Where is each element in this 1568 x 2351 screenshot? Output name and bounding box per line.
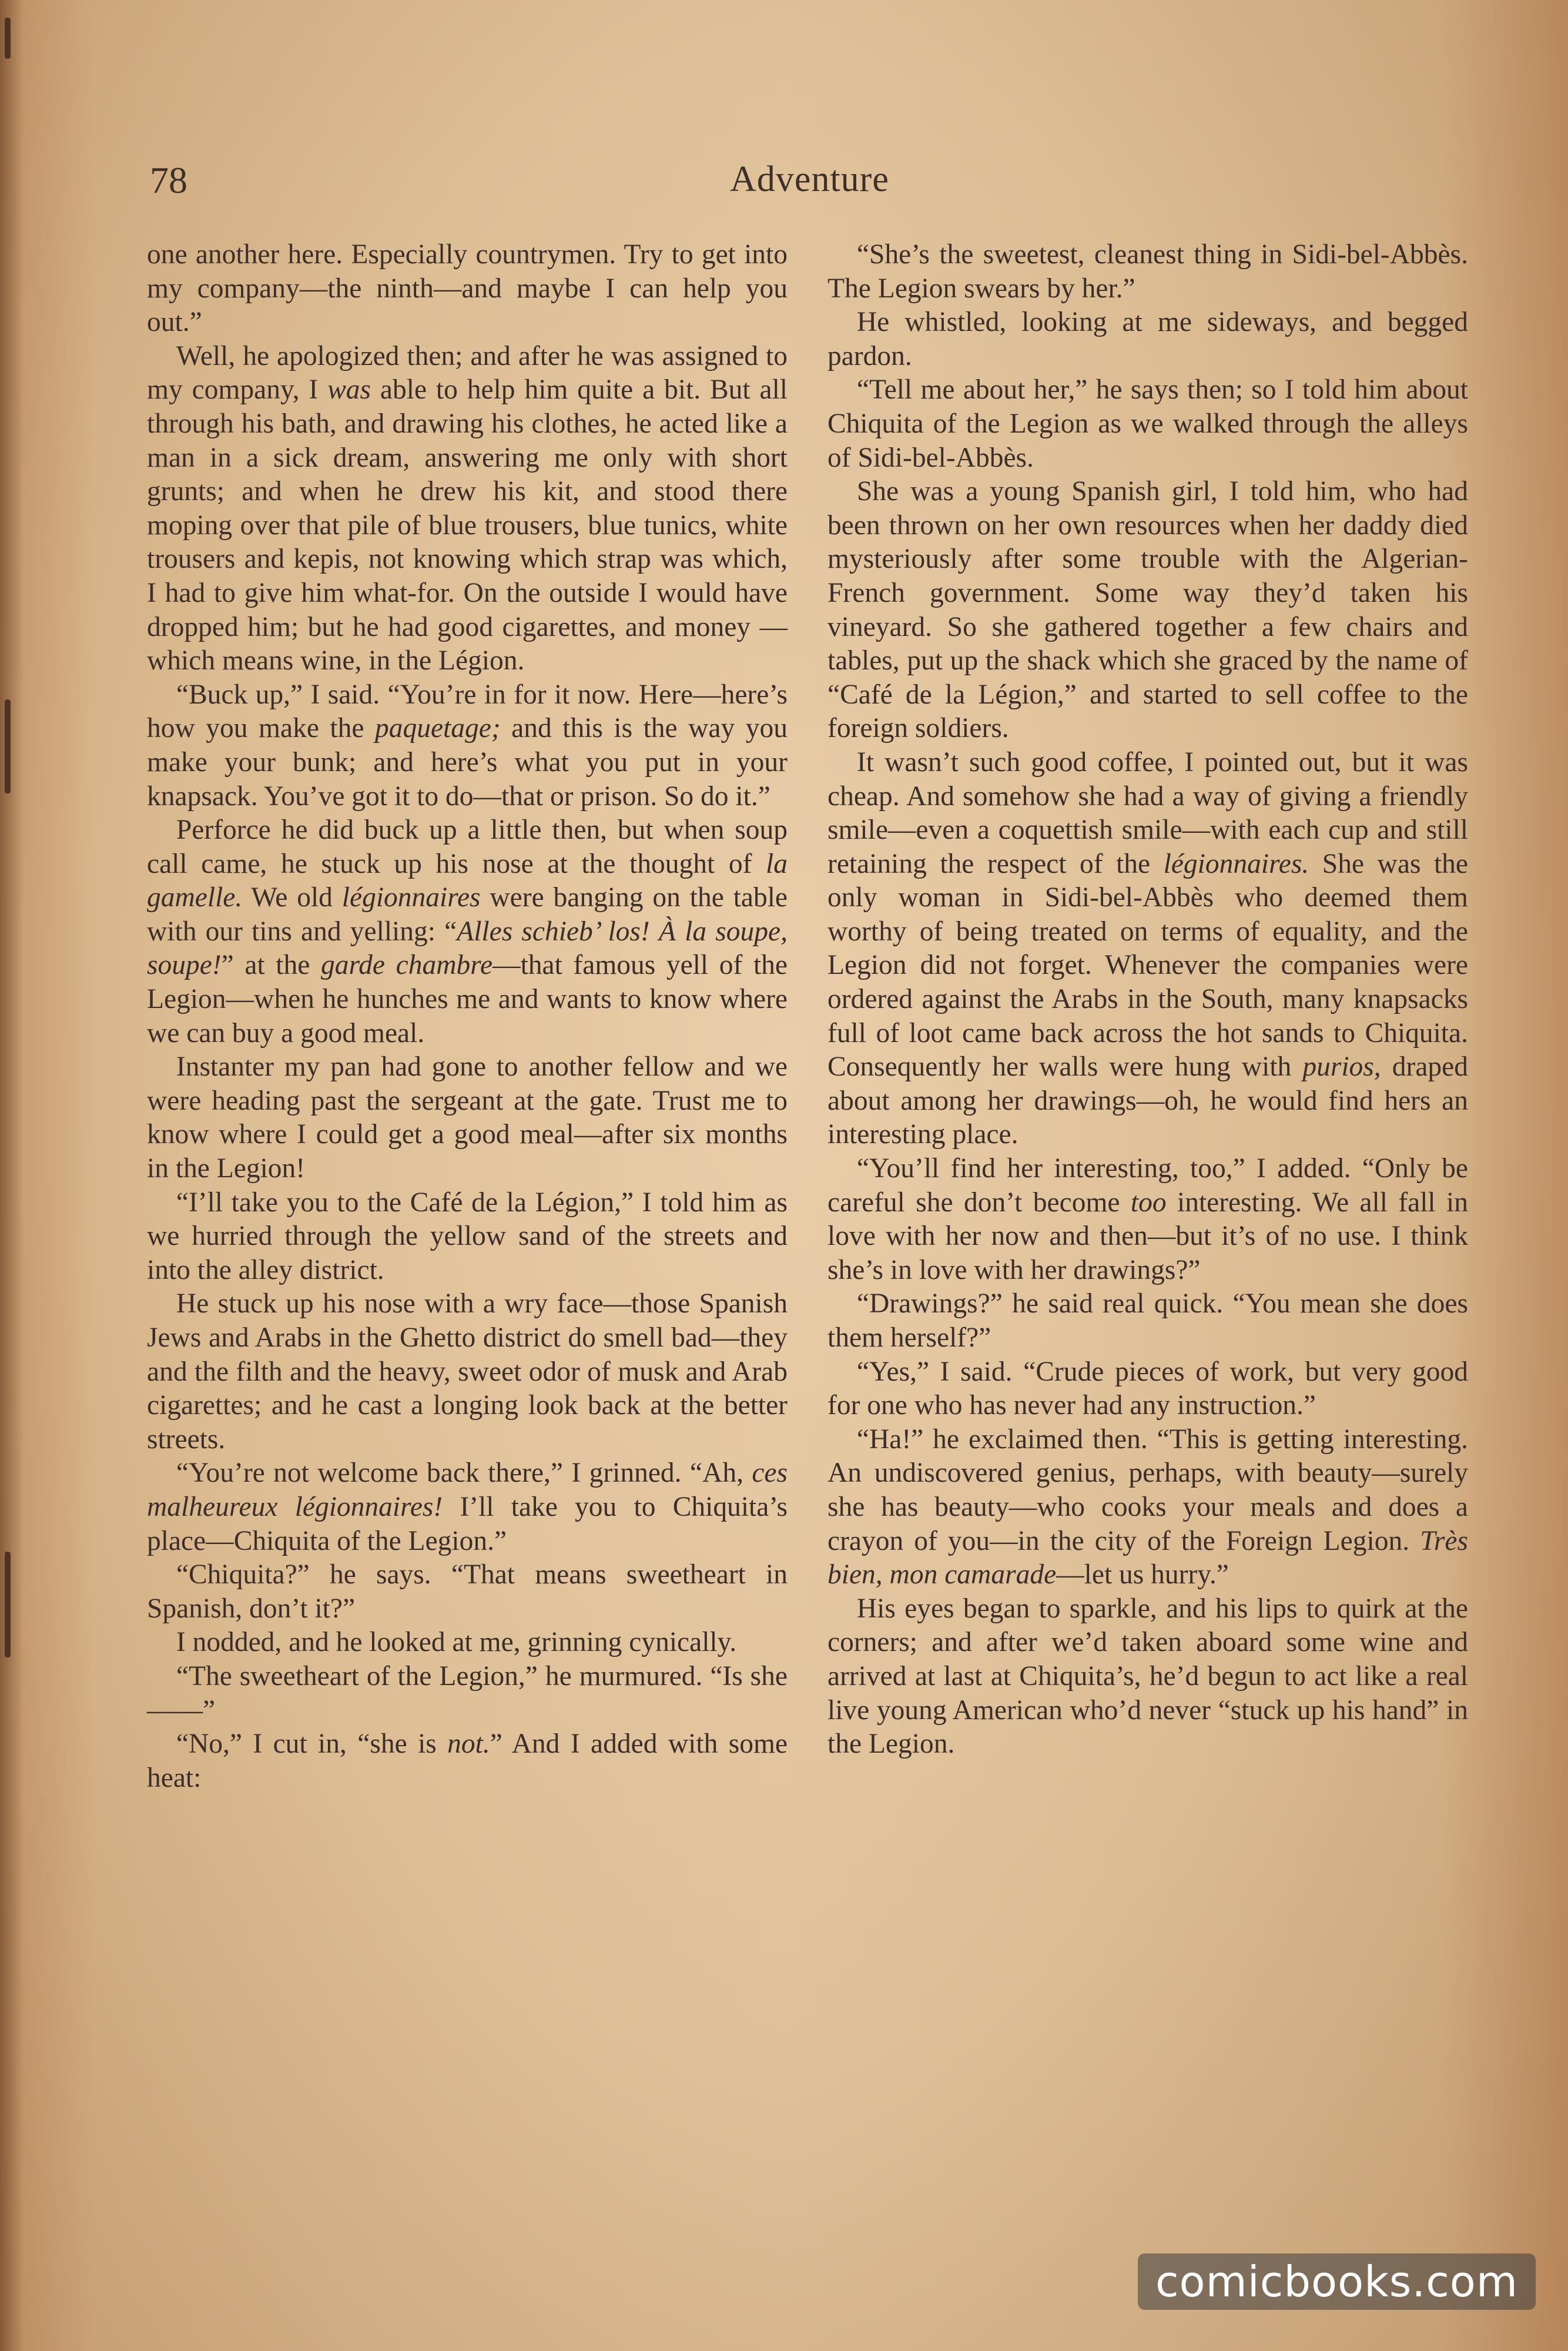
text-run: I nodded, and he looked at me, grinning cynically. — [176, 1627, 737, 1658]
article-paragraph — [147, 1050, 788, 1185]
running-title: Adventure — [730, 159, 889, 199]
text-run: He whistled, looking at me sideways, and begged pardon. — [827, 307, 1468, 371]
text-run: “Yes,” I said. “Crude pieces of work, but very good for one who has never had any instruction.” — [827, 1356, 1468, 1421]
text-run: draped about among her drawings—oh, he would find hers an interesting place. — [827, 1051, 1468, 1150]
text-run: “Drawings?” he said real quick. “You mean she does them herself?” — [827, 1288, 1468, 1353]
article-paragraph — [827, 373, 1468, 475]
text-run: “She’s the sweetest, cleanest thing in Sidi-bel-Abbès. The Legion swears by her.” — [827, 239, 1468, 304]
article-paragraph — [827, 306, 1468, 373]
text-run: Well, he apologized then; and after he was assigned to my company, I — [147, 340, 788, 406]
left-column — [147, 238, 788, 1795]
article-paragraph — [827, 238, 1468, 306]
italic-text: too — [1130, 1187, 1167, 1218]
text-run: I’ll take you to Chiquita’s place—Chiquita of the Legion.” — [147, 1491, 788, 1556]
italic-text: was — [327, 374, 371, 406]
italic-text: légionnaires — [341, 882, 481, 913]
text-run: “You’ll find her interesting, too,” I added. “Only be careful she don’t become — [827, 1153, 1468, 1218]
article-paragraph — [827, 1592, 1468, 1761]
text-run: It wasn’t such good coffee, I pointed out, but it was cheap. And somehow she had a way of giving a friendly smile—even a coquettish smile—with each cup and still retaining the respect of the — [827, 746, 1468, 879]
text-run: “Tell me about her,” he says then; so I told him about Chiquita of the Legion as we walked through the alleys of Sidi-bel-Abbès. — [827, 374, 1468, 473]
article-paragraph — [827, 1423, 1468, 1592]
text-run: Perforce he did buck up a little then, but when soup call came, he stuck up his nose at the thought of — [147, 815, 788, 879]
italic-text: garde chambre — [320, 950, 493, 981]
text-run: “Chiquita?” he says. “That means sweetheart in Spanish, don’t it?” — [147, 1559, 788, 1624]
right-column — [827, 238, 1468, 1761]
text-run: and this is the way you make your bunk; and here’s what you put in your knapsack. You’ve got it to do—that or prison. So do it.” — [147, 713, 788, 812]
text-run: one another here. Especially countrymen. Try to get into my company—the ninth—and maybe I can help you out.” — [147, 239, 788, 338]
text-run: able to help him quite a bit. But all through his bath, and drawing his clothes, he acted like a man in a sick dream, answering me only with short grunts; and when he drew his kit, and stood there moping over that pile of blue trousers, blue tunics, white trousers and kepis, not knowing which strap was which, I had to give him what-for. On the outside I would have dropped him; but he had good cigarettes, and money —which means wine, in the Légion. — [147, 374, 788, 677]
binding-mark — [5, 1552, 11, 1657]
article-paragraph — [147, 1626, 788, 1660]
article-paragraph — [827, 1355, 1468, 1423]
page-number: 78 — [150, 159, 187, 201]
italic-text: Très bien, mon camarade — [827, 1525, 1468, 1590]
text-run: were banging on the table with our tins and yelling: “ — [147, 882, 788, 947]
article-paragraph — [147, 1186, 788, 1288]
text-run: She was the only woman in Sidi-bel-Abbès who deemed them worthy of being treated on terms of equality, and the Legion did not forget. Whenever the companies were ordered against the Arabs in the South, many knapsacks full of loot came back across the hot sands to Chiquita. Consequently her walls were hung with — [827, 848, 1468, 1083]
article-paragraph — [147, 1287, 788, 1456]
article-paragraph — [147, 1456, 788, 1558]
italic-text: Alles schieb’ los! À la soupe, soupe! — [147, 916, 788, 981]
text-run: He stuck up his nose with a wry face—those Spanish Jews and Arabs in the Ghetto district do smell bad—they and the filth and the heavy, sweet odor of musk and Arab cigarettes; and he cast a longing look back at the better streets. — [147, 1288, 788, 1455]
article-paragraph — [147, 1660, 788, 1727]
article-paragraph — [827, 475, 1468, 746]
text-run: “Ha!” he exclaimed then. “This is getting interesting. An undiscovered genius, perhaps, with beauty—surely she has beauty—who cooks your meals and does a crayon of you—in the city of the Foreign Legion. — [827, 1424, 1468, 1556]
text-run: ” at the — [221, 950, 321, 981]
article-paragraph — [827, 1152, 1468, 1287]
article-paragraph — [147, 678, 788, 813]
text-run: Instanter my pan had gone to another fellow and we were heading past the sergeant at the gate. Trust me to know where I could get a good meal—after six months in the Legion! — [147, 1051, 788, 1184]
text-run: She was a young Spanish girl, I told him, who had been thrown on her own resources when her daddy died mysteriously after some trouble with the Algerian-French government. Some way they’d taken his vineyard. So she gathered together a few chairs and tables, put up the shack which she graced by the name of “Café de la Légion,” and started to sell coffee to the foreign soldiers. — [827, 476, 1468, 744]
text-run: His eyes began to sparkle, and his lips to quirk at the corners; and after we’d taken aboard some wine and arrived at last at Chiquita’s, he’d begun to act like a real live young American who’d never “stuck up his hand” in the Legion. — [827, 1593, 1468, 1760]
watermark-logo: comicbooks.com — [1138, 2253, 1536, 2310]
text-run: ” And I added with some heat: — [147, 1729, 788, 1793]
italic-text: paquetage; — [374, 713, 501, 744]
page-header — [150, 159, 1469, 206]
article-paragraph — [147, 1727, 788, 1795]
text-run: “Buck up,” I said. “You’re in for it now. Here—here’s how you make the — [147, 679, 788, 744]
binding-mark — [5, 699, 11, 793]
article-paragraph — [147, 340, 788, 678]
article-paragraph — [147, 238, 788, 340]
article-paragraph — [147, 1558, 788, 1626]
italic-text: la gamelle. — [147, 848, 788, 913]
italic-text: ces malheureux légionnaires! — [147, 1458, 788, 1522]
text-run: “You’re not welcome back there,” I grinned. “Ah, — [176, 1458, 752, 1489]
italic-text: légionnaires. — [1163, 848, 1309, 879]
text-run: “I’ll take you to the Café de la Légion,” I told him as we hurried through the yellow sand of the streets and into the alley district. — [147, 1187, 788, 1285]
text-run: We old — [242, 882, 342, 913]
binding-mark — [5, 18, 11, 59]
article-paragraph — [147, 813, 788, 1050]
article-paragraph — [827, 746, 1468, 1152]
text-run: “The sweetheart of the Legion,” he murmured. “Is she——” — [147, 1660, 788, 1726]
article-paragraph — [827, 1287, 1468, 1355]
binding-edge — [0, 0, 24, 2351]
italic-text: not. — [447, 1729, 490, 1760]
text-run: interesting. We all fall in love with her now and then—but it’s of no use. I think she’s in love with her drawings?” — [827, 1187, 1468, 1285]
text-run: “No,” I cut in, “she is — [176, 1729, 448, 1760]
italic-text: purios, — [1302, 1051, 1381, 1083]
text-run: —that famous yell of the Legion—when he hunches me and wants to know where we can buy a good meal. — [147, 950, 788, 1049]
text-run: —let us hurry.” — [1056, 1559, 1229, 1590]
